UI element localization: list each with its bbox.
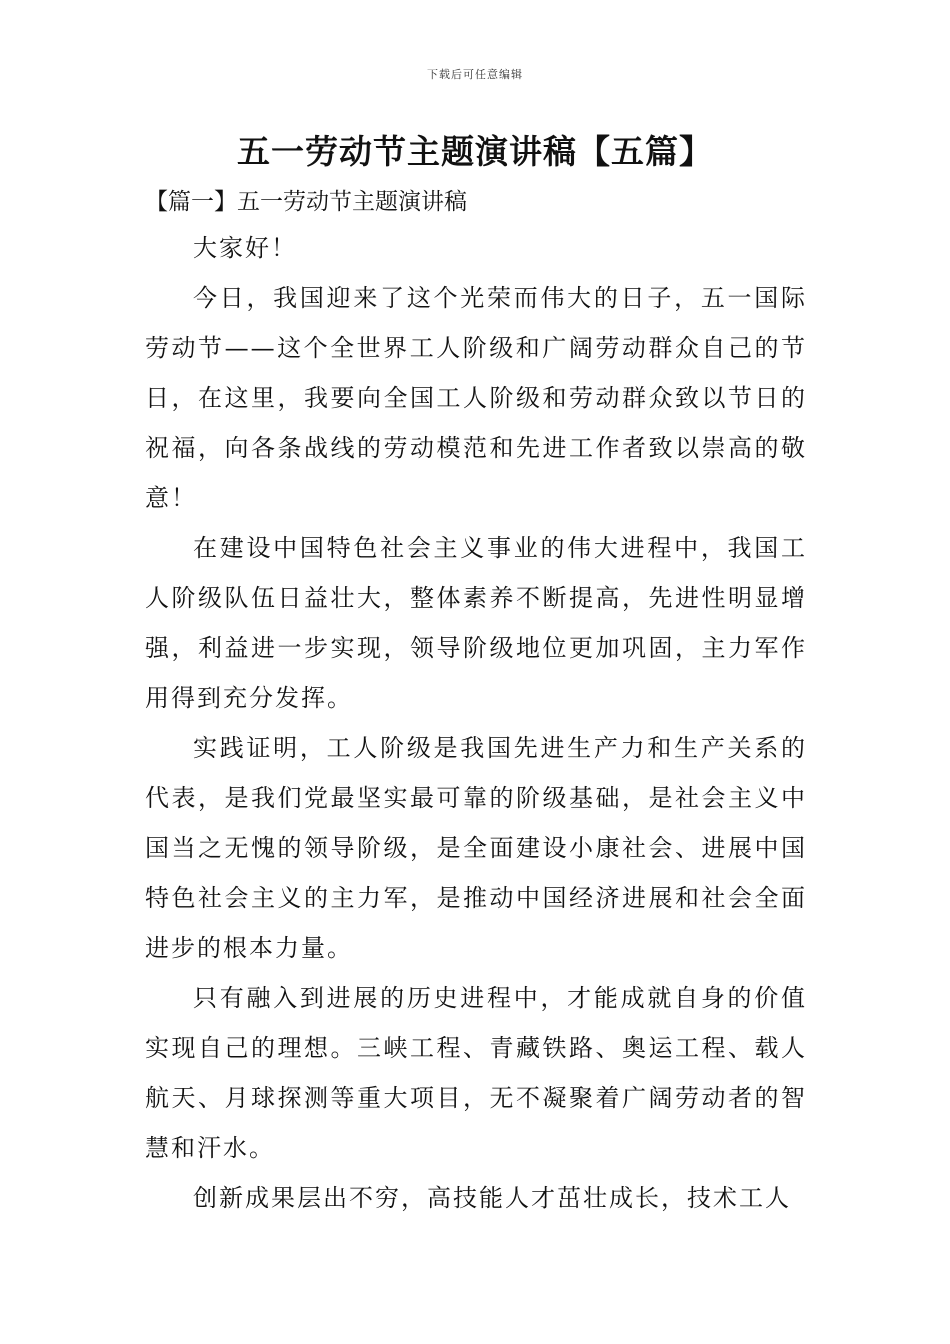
paragraph: 在建设中国特色社会主义事业的伟大进程中，我国工人阶级队伍日益壮大，整体素养不断提高，先进性明显增强，利益进一步实现，领导阶级地位更加巩固，主力军作用得到充分发挥。	[145, 534, 807, 712]
paragraph: 创新成果层出不穷，高技能人才茁壮成长，技术工人	[193, 1184, 791, 1212]
document-body	[145, 223, 807, 1223]
paragraph: 只有融入到进展的历史进程中，才能成就自身的价值实现自己的理想。三峡工程、青藏铁路、奥运工程、载人航天、月球探测等重大项目，无不凝聚着广阔劳动者的智慧和汗水。	[145, 984, 807, 1162]
section-heading: 【篇一】五一劳动节主题演讲稿	[145, 189, 467, 215]
paragraph: 实践证明，工人阶级是我国先进生产力和生产关系的代表，是我们党最坚实最可靠的阶级基础，是社会主义中国当之无愧的领导阶级，是全面建设小康社会、进展中国特色社会主义的主力军，是推动中国经济进展和社会全面进步的根本力量。	[145, 734, 807, 962]
document-title: 五一劳动节主题演讲稿【五篇】	[237, 132, 713, 171]
paragraph-greeting: 大家好！	[193, 234, 297, 262]
header-note: 下载后可任意编辑	[427, 68, 523, 81]
paragraph: 今日，我国迎来了这个光荣而伟大的日子，五一国际劳动节——这个全世界工人阶级和广阔劳动群众自己的节日，在这里，我要向全国工人阶级和劳动群众致以节日的祝福，向各条战线的劳动模范和先进工作者致以崇高的敬意！	[145, 284, 807, 512]
